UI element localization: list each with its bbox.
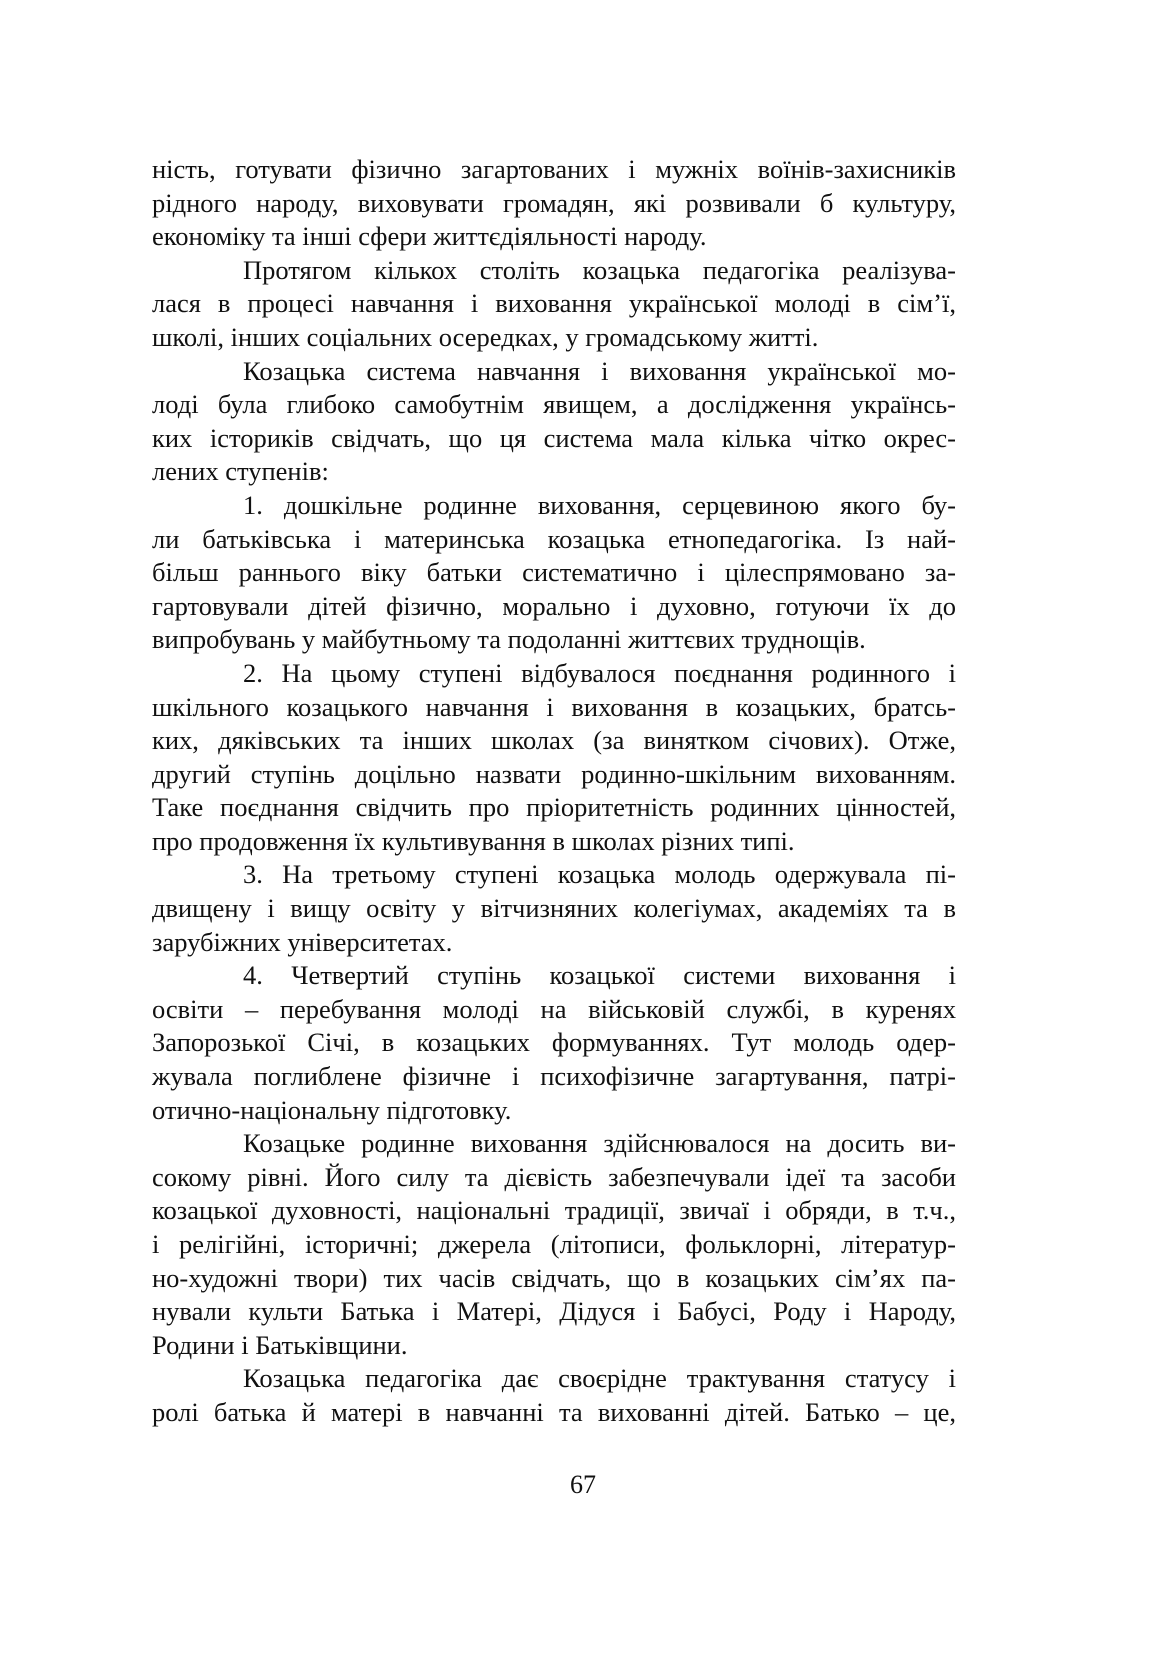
text-line: Запорозької Січі, в козацьких формуваннях. Тут молодь одер- [152,1027,956,1058]
text-line: ли батьківська і материнська козацька етнопедагогіка. Із най- [152,523,956,554]
text-line: лоді була глибоко самобутнім явищем, а дослідження українсь- [152,389,956,420]
text-line: другий ступінь доцільно назвати родинно-шкільним вихованням. [152,758,956,789]
text-line: Таке поєднання свідчить про пріоритетність родинних цінностей, [152,792,956,823]
text-line: випробувань у майбутньому та подоланні життєвих труднощів. [152,624,866,655]
text-line: зарубіжних університетах. [152,926,453,957]
text-line: 2. На цьому ступені відбувалося поєднання родинного і [243,657,956,688]
text-line: ких істориків свідчать, що ця система мала кілька чітко окрес- [152,422,956,453]
text-line: 4. Четвертий ступінь козацької системи виховання і [243,960,956,991]
text-line: Козацька система навчання і виховання української мо- [243,355,956,386]
text-line: про продовження їх культивування в школах різних типі. [152,825,795,856]
text-line: ролі батька й матері в навчанні та вихованні дітей. Батько – це, [152,1396,956,1427]
text-line: сокому рівні. Його силу та дієвість забезпечували ідеї та засоби [152,1161,956,1192]
text-line: освіти – перебування молоді на військовій службі, в куренях [152,993,956,1024]
text-line: економіку та інші сфери життєдіяльності народу. [152,221,707,252]
text-line: лася в процесі навчання і виховання української молоді в сім’ї, [152,288,956,319]
text-line: більш раннього віку батьки систематично і цілеспрямовано за- [152,557,956,588]
text-line: Родини і Батьківщини. [152,1329,408,1360]
text-line: 3. На третьому ступені козацька молодь одержувала пі- [243,859,956,890]
text-line: Козацька педагогіка дає своєрідне трактування статусу і [243,1363,956,1394]
text-line: 1. дошкільне родинне виховання, серцевиною якого бу- [243,489,956,520]
text-line: козацької духовності, національні традиції, звичаї і обряди, в т.ч., [152,1195,956,1226]
text-line: школі, інших соціальних осередках, у громадському житті. [152,321,819,352]
text-line: двищену і вищу освіту у вітчизняних колегіумах, академіях та в [152,893,956,924]
text-line: лених ступенів: [152,456,329,487]
text-line: рідного народу, виховувати громадян, які розвивали б культуру, [152,187,956,218]
text-line: і релігійні, історичні; джерела (літописи, фольклорні, літератур- [152,1229,956,1259]
page-number: 67 [570,1470,596,1499]
text-line: гартовували дітей фізично, морально і духовно, готуючи їх до [152,590,956,621]
text-line: Протягом кількох століть козацька педагогіка реалізува- [243,254,956,285]
text-line: жувала поглиблене фізичне і психофізичне загартування, патрі- [152,1061,956,1092]
text-line: но-художні твори) тих часів свідчать, що в козацьких сім’ях па- [152,1262,956,1293]
text-line: нували культи Батька і Матері, Дідуся і Бабусі, Роду і Народу, [152,1296,956,1327]
text-line: Козацьке родинне виховання здійснювалося на досить ви- [243,1128,956,1159]
text-line: шкільного козацького навчання і виховання в козацьких, братсь- [152,691,956,722]
page-body [152,153,956,1430]
text-line: ність, готувати фізично загартованих і мужніх воїнів-захисників [152,154,956,184]
text-line: отично-національну підготовку. [152,1094,512,1125]
text-line: ких, дяківських та інших школах (за винятком січових). Отже, [152,725,956,756]
